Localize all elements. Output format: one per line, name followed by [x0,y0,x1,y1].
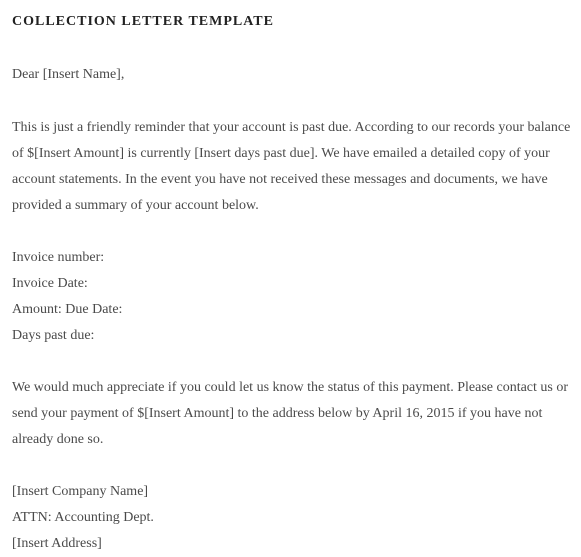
intro-paragraph-line: This is just a friendly reminder that your account is past due. According to our records your balance [12,120,571,135]
greeting-line: Dear [Insert Name], [12,67,125,82]
days-past-due-label: Days past due: [12,328,95,343]
address-block [12,479,578,557]
payment-request-line: already done so. [12,432,104,447]
document-title: COLLECTION LETTER TEMPLATE [12,14,274,29]
intro-paragraph-line: of $[Insert Amount] is currently [Insert days past due]. We have emailed a detailed copy of your [12,146,550,161]
payment-request-line: We would much appreciate if you could let us know the status of this payment. Please contact us or [12,380,569,395]
amount-due-date-label: Amount: Due Date: [12,302,123,317]
intro-paragraph-line: provided a summary of your account below. [12,198,259,213]
attention-line: ATTN: Accounting Dept. [12,510,154,525]
intro-paragraph [12,115,578,219]
address-line: [Insert Address] [12,536,102,551]
invoice-number-label: Invoice number: [12,250,105,265]
company-name-line: [Insert Company Name] [12,484,149,499]
payment-request-paragraph [12,375,578,453]
account-summary [12,245,578,349]
invoice-date-label: Invoice Date: [12,276,88,291]
payment-request-line: send your payment of $[Insert Amount] to the address below by April 16, 2015 if you have not [12,406,543,421]
intro-paragraph-line: account statements. In the event you have not received these messages and documents, we have [12,172,548,187]
